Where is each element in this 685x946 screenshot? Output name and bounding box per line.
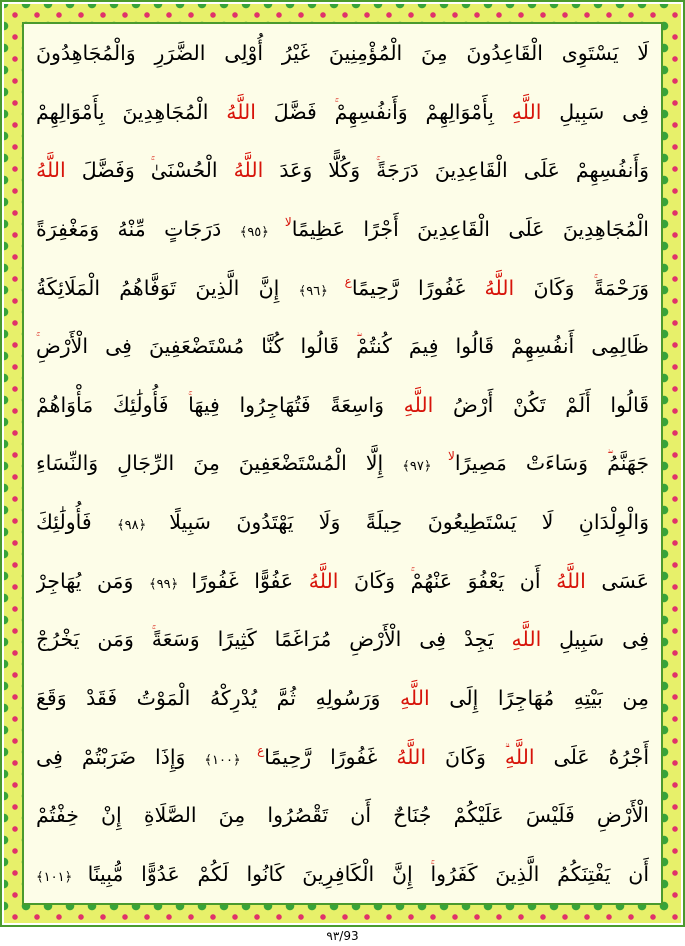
divine-name: اللَّهُ <box>396 744 427 769</box>
verse-text: فَضَّلَ <box>255 99 335 124</box>
text-panel <box>22 22 663 905</box>
ayah-number: ﴿٩٨﴾ <box>117 518 170 534</box>
verse-text: وَكَانَ <box>426 744 505 769</box>
text-line <box>36 614 649 664</box>
verse-text: إِنَّ الْكَافِرِينَ كَانُوا لَكُمْ عَدُوًّا مُّبِينًا <box>87 861 431 886</box>
verse-text: وَكُلًّا وَعَدَ <box>263 158 377 183</box>
text-line <box>36 438 649 488</box>
verse-text: يَجِدْ فِى الْأَرْضِ مُرَاغَمًا كَثِيرًا وَسَعَةً <box>151 627 512 652</box>
verse-text: الْحُسْنَىٰ <box>150 158 234 183</box>
verse-text: وَسَاءَتْ مَصِيرًا <box>454 451 608 476</box>
verse-text: عَسَى <box>585 568 649 593</box>
text-line <box>36 673 649 723</box>
waqf-mark: لا <box>448 449 455 464</box>
text-line <box>36 380 649 430</box>
text-line <box>36 204 649 254</box>
verse-text: جَهَنَّمُ <box>607 451 649 476</box>
ayah-number: ﴿٩٥﴾ <box>239 224 285 240</box>
verse-text: غَفُورًا رَّحِيمًا <box>264 744 397 769</box>
divine-name: اللَّهُ <box>308 568 339 593</box>
verse-text: الْأَرْضِ فَلَيْسَ عَلَيْكُمْ جُنَاحٌ أَن تَقْصُرُوا مِنَ الصَّلَاةِ إِنْ خِفْتُمْ <box>36 803 649 828</box>
ayah-number: ﴿٩٩﴾ <box>149 576 192 592</box>
divine-name: اللَّهُ <box>226 99 256 124</box>
ayah-number: ﴿٩٧﴾ <box>402 459 449 475</box>
verse-text: غَفُورًا رَّحِيمًا <box>351 275 485 300</box>
verse-text: مِن بَيْتِهِ مُهَاجِرًا إِلَى <box>429 686 649 711</box>
verse-text: أَجْرُهُ عَلَى <box>534 744 649 769</box>
waqf-mark: ع <box>344 273 352 288</box>
verse-text: الْمُجَاهِدِينَ عَلَى الْقَاعِدِينَ أَجْرًا عَظِيمًا <box>291 216 649 241</box>
verse-text: فَأُولَٰئِكَ مَأْوَاهُمْ <box>36 392 189 417</box>
text-line <box>36 849 649 899</box>
divine-name: اللَّهُ <box>36 158 66 183</box>
text-line <box>36 790 649 840</box>
text-line <box>36 556 649 606</box>
text-line <box>36 28 649 78</box>
verse-text: وَإِذَا ضَرَبْتُمْ فِى <box>36 744 205 769</box>
verse-text: لَا يَسْتَوِى الْقَاعِدُونَ مِنَ الْمُؤْمِنِينَ غَيْرُ أُوْلِى الضَّرَرِ وَالْمُجَاهِدُونَ <box>36 41 649 65</box>
divine-name: اللَّهُ <box>484 275 515 300</box>
text-line <box>36 87 649 137</box>
divine-name: اللَّهِ <box>399 686 430 711</box>
verse-text: وَاسِعَةً فَتُهَاجِرُوا فِيهَا <box>188 392 404 417</box>
verse-text: أَن يَعْفُوَ عَنْهُمْ <box>410 568 557 593</box>
verse-text: الْمُجَاهِدِينَ بِأَمْوَالِهِمْ <box>36 99 227 124</box>
verse-text: وَمَن يُهَاجِرْ <box>36 568 150 593</box>
verse-text: وَفَضَّلَ <box>65 158 151 183</box>
verse-text: وَكَانَ <box>514 275 594 300</box>
verse-text: قَالُوا كُنَّا مُسْتَضْعَفِينَ فِى الْأَرْضِ <box>36 334 357 359</box>
text-line <box>36 145 649 195</box>
waqf-mark: ع <box>257 742 265 757</box>
verse-text: وَكَانَ <box>338 568 411 593</box>
text-line <box>36 732 649 782</box>
verse-text: وَرَسُولِهِ ثُمَّ يُدْرِكْهُ الْمَوْتُ فَقَدْ وَقَعَ <box>36 686 400 711</box>
text-line <box>36 497 649 547</box>
divine-name: اللَّهِ <box>403 392 434 417</box>
verse-text: فَأُولَٰئِكَ <box>36 510 118 535</box>
verse-text: وَأَنفُسِهِمْ عَلَى الْقَاعِدِينَ دَرَجَةً <box>376 158 649 183</box>
text-line <box>36 321 649 371</box>
verse-text: دَرَجَاتٍ مِّنْهُ وَمَغْفِرَةً <box>36 216 240 241</box>
verse-text: عَفُوًّا غَفُورًا <box>191 568 309 593</box>
quran-text-block <box>36 28 649 899</box>
ayah-number: ﴿١٠١﴾ <box>36 869 88 885</box>
divine-name: اللَّهِ <box>511 627 542 652</box>
verse-text: أَن يَفْتِنَكُمُ الَّذِينَ كَفَرُوا <box>430 861 649 886</box>
page-number: ٩٣/93 <box>326 929 359 943</box>
ayah-number: ﴿٩٦﴾ <box>298 283 345 299</box>
verse-text: ظَالِمِى أَنفُسِهِمْ قَالُوا فِيمَ كُنتُمْ <box>356 334 649 359</box>
verse-text: إِلَّا الْمُسْتَضْعَفِينَ مِنَ الرِّجَالِ وَالنِّسَاءِ <box>36 451 403 476</box>
verse-text: قَالُوا أَلَمْ تَكُنْ أَرْضُ <box>433 392 649 417</box>
ayah-number: ﴿١٠٠﴾ <box>204 752 258 768</box>
divine-name: اللَّهِ <box>504 744 535 769</box>
verse-text: فِى سَبِيلِ <box>541 99 649 124</box>
verse-text: وَالْوِلْدَانِ لَا يَسْتَطِيعُونَ حِيلَةً وَلَا يَهْتَدُونَ سَبِيلًا <box>169 510 649 535</box>
waqf-mark: لا <box>284 214 292 229</box>
divine-name: اللَّهُ <box>233 158 264 183</box>
verse-text: إِنَّ الَّذِينَ تَوَفَّاهُمُ الْمَلَائِكَةُ <box>36 275 299 300</box>
verse-text: وَرَحْمَةً <box>593 275 649 300</box>
divine-name: اللَّهِ <box>511 99 542 124</box>
divine-name: اللَّهُ <box>556 568 586 593</box>
verse-text: وَمَن يَخْرُجْ <box>36 627 152 652</box>
verse-text: فِى سَبِيلِ <box>541 627 649 652</box>
text-line <box>36 263 649 313</box>
verse-text: بِأَمْوَالِهِمْ وَأَنفُسِهِمْ <box>334 99 512 124</box>
